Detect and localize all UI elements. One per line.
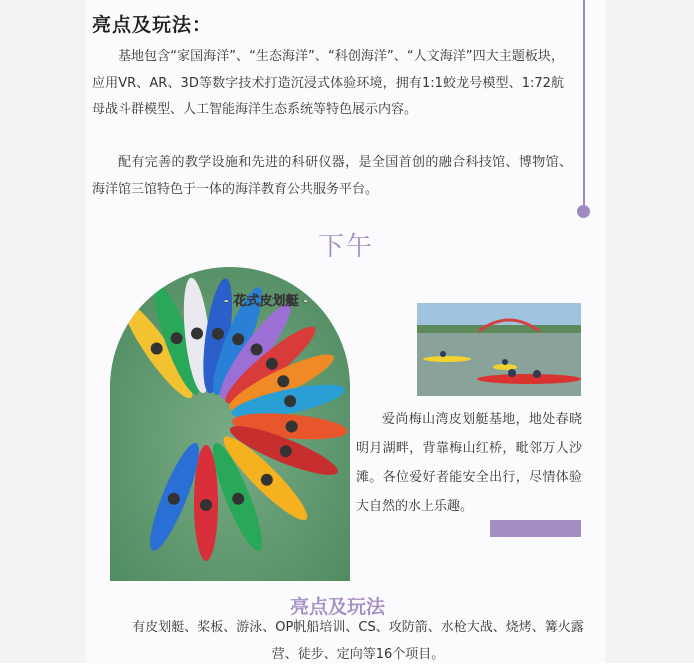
section-title-highlights: 亮点及玩法： (92, 14, 213, 36)
accent-bar (490, 520, 581, 537)
paragraph-facilities: 配有完善的教学设施和先进的科研仪器，是全国首创的融合科技馆、博物馆、海洋馆三馆特色于一体的海洋教育公共服务平台。 (92, 155, 572, 197)
kayak-base-description: 爱尚梅山湾皮划艇基地，地处春晓明月湖畔，背靠梅山红桥，毗邻万人沙滩。各位爱好者能安全出行，尽情体验大自然的水上乐趣。 (356, 412, 582, 514)
activities-list: 有皮划艇、桨板、游泳、OP帆船培训、CS、攻防箭、水枪大战、烧烤、篝火露营、徒步、定向等16个项目。 (132, 620, 584, 662)
kayak-flower-photo (110, 267, 350, 581)
photo-caption: - 花式皮划艇 - (223, 294, 309, 309)
paragraph-themes: 基地包含“家国海洋”、“生态海洋”、“科创海洋”、“人文海洋”四大主题板块，应用VR、AR、3D等数字技术打造沉浸式体验环境，拥有1:1蛟龙号模型、1:72航母战斗群模型、人工智能海洋生态系统等特色展示内容。 (92, 49, 564, 117)
right-margin (606, 0, 694, 663)
timeline-line (583, 0, 585, 206)
afternoon-heading: 下午 (318, 232, 375, 262)
timeline-dot (577, 205, 590, 218)
left-margin (0, 0, 86, 663)
section-title-activities: 亮点及玩法 (290, 596, 386, 618)
kayak-lake-photo (417, 303, 581, 396)
